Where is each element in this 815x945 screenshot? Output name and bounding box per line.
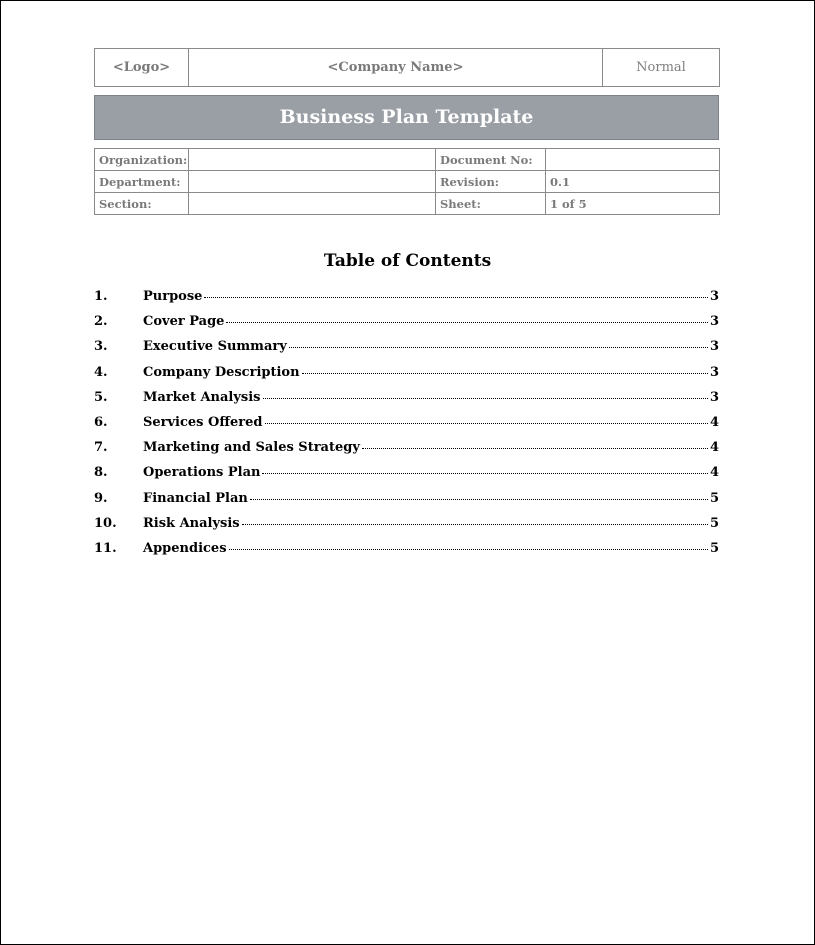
toc-entry-number: 4. — [94, 364, 108, 380]
toc-dot-leader — [265, 423, 708, 424]
toc-entry-title[interactable]: Market Analysis — [143, 389, 261, 405]
toc-dot-leader — [289, 347, 708, 348]
department-label: Department: — [95, 171, 189, 193]
toc-entry[interactable] — [94, 390, 719, 415]
toc-entry-number: 10. — [94, 515, 117, 531]
toc-entry-number: 2. — [94, 314, 108, 330]
toc-entry[interactable] — [94, 289, 719, 314]
table-of-contents — [94, 289, 719, 566]
section-label: Section: — [95, 193, 189, 215]
toc-entry-page: 5 — [709, 490, 719, 506]
toc-dot-leader — [229, 549, 708, 550]
style-label: Normal — [603, 49, 720, 87]
toc-entry-number: 8. — [94, 465, 108, 481]
toc-entry-title[interactable]: Operations Plan — [143, 465, 261, 481]
toc-entry-title[interactable]: Services Offered — [143, 414, 263, 430]
toc-dot-leader — [262, 473, 707, 474]
logo-placeholder: <Logo> — [95, 49, 189, 87]
toc-entry[interactable] — [94, 465, 719, 490]
toc-dot-leader — [263, 398, 708, 399]
toc-entry[interactable] — [94, 541, 719, 566]
toc-entry-title[interactable]: Appendices — [143, 540, 227, 556]
organization-value — [189, 149, 436, 171]
toc-entry[interactable] — [94, 440, 719, 465]
revision-value: 0.1 — [546, 171, 720, 193]
toc-entry[interactable] — [94, 415, 719, 440]
toc-dot-leader — [250, 499, 708, 500]
toc-entry-number: 9. — [94, 490, 108, 506]
toc-entry[interactable] — [94, 314, 719, 339]
toc-entry-page: 5 — [709, 515, 719, 531]
document-no-value — [546, 149, 720, 171]
toc-dot-leader — [226, 322, 708, 323]
toc-entry[interactable] — [94, 339, 719, 364]
toc-dot-leader — [302, 373, 708, 374]
revision-label: Revision: — [436, 171, 546, 193]
document-info-table — [94, 148, 720, 215]
document-header — [94, 48, 720, 87]
sheet-value: 1 of 5 — [546, 193, 720, 215]
toc-entry[interactable] — [94, 365, 719, 390]
toc-entry-page: 4 — [709, 414, 719, 430]
toc-entry-title[interactable]: Company Description — [143, 364, 300, 380]
toc-entry-number: 7. — [94, 440, 108, 456]
company-name-placeholder: <Company Name> — [189, 49, 603, 87]
toc-entry-title[interactable]: Executive Summary — [143, 339, 287, 355]
department-value — [189, 171, 436, 193]
document-title: Business Plan Template — [94, 95, 719, 140]
toc-heading: Table of Contents — [323, 251, 492, 271]
toc-entry-page: 3 — [709, 389, 719, 405]
toc-entry-page: 5 — [709, 540, 719, 556]
toc-entry-number: 6. — [94, 414, 108, 430]
toc-entry-number: 3. — [94, 339, 108, 355]
toc-entry-title[interactable]: Cover Page — [143, 314, 225, 330]
toc-entry-page: 3 — [709, 289, 719, 304]
toc-entry-title[interactable]: Marketing and Sales Strategy — [143, 440, 360, 456]
sheet-label: Sheet: — [436, 193, 546, 215]
toc-entry-number: 5. — [94, 389, 108, 405]
toc-entry-page: 3 — [709, 314, 719, 330]
toc-entry-page: 4 — [709, 465, 719, 481]
toc-entry-page: 3 — [709, 364, 719, 380]
toc-entry-title[interactable]: Financial Plan — [143, 490, 248, 506]
toc-entry[interactable] — [94, 516, 719, 541]
section-value — [189, 193, 436, 215]
toc-entry-page: 3 — [709, 339, 719, 355]
toc-dot-leader — [242, 524, 708, 525]
toc-entry-title[interactable]: Risk Analysis — [143, 515, 240, 531]
organization-label: Organization: — [95, 149, 189, 171]
toc-entry[interactable] — [94, 491, 719, 516]
toc-entry-number: 1. — [94, 289, 108, 304]
toc-entry-number: 11. — [94, 540, 117, 556]
toc-dot-leader — [204, 297, 708, 298]
document-no-label: Document No: — [436, 149, 546, 171]
toc-dot-leader — [362, 448, 708, 449]
toc-entry-page: 4 — [709, 440, 719, 456]
toc-entry-title[interactable]: Purpose — [143, 289, 203, 304]
